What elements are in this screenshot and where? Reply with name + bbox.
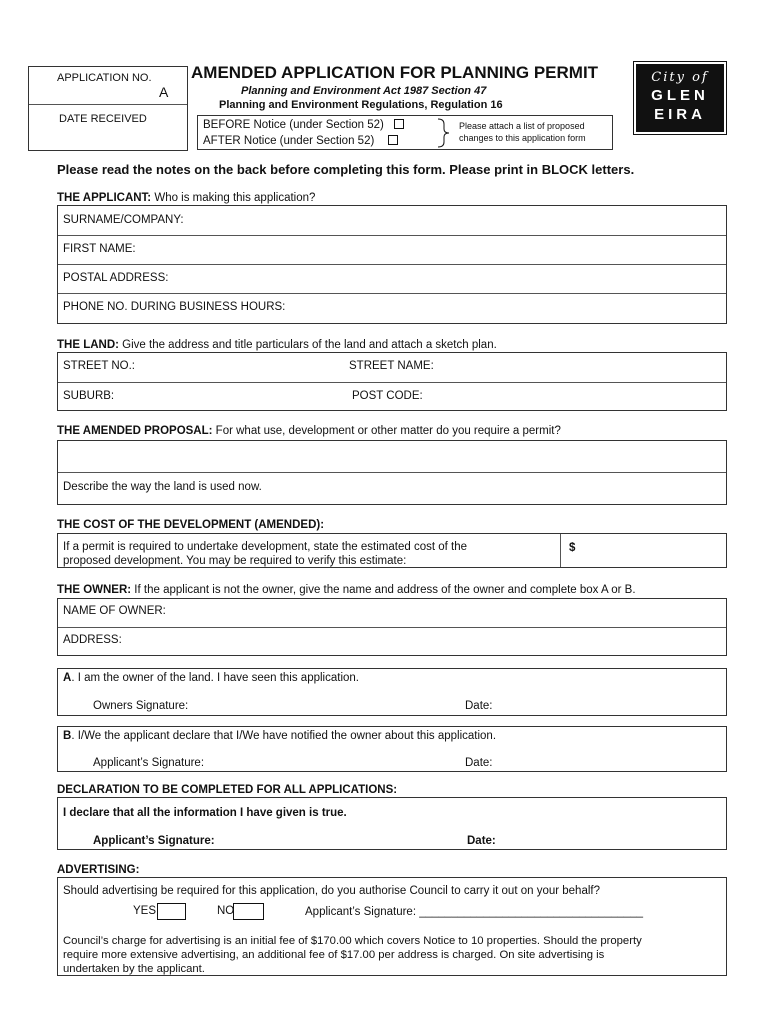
- declaration-date-field[interactable]: Date:: [467, 835, 496, 847]
- land-heading: THE LAND:: [57, 339, 119, 351]
- suburb-field[interactable]: SUBURB:: [63, 390, 115, 402]
- cost-heading: THE COST OF THE DEVELOPMENT (AMENDED):: [57, 519, 325, 531]
- proposal-input[interactable]: [58, 441, 726, 472]
- logo-line-1: City of: [651, 70, 709, 85]
- date-received-label: DATE RECEIVED: [59, 113, 147, 125]
- declaration-statement: I declare that all the information I have given is true.: [63, 807, 347, 819]
- yes-checkbox[interactable]: [157, 903, 186, 920]
- application-no-value[interactable]: A: [159, 84, 169, 100]
- box-b: [57, 726, 727, 772]
- no-label: NO: [217, 905, 235, 917]
- divider: [58, 264, 726, 265]
- box-b-statement: [63, 730, 496, 742]
- logo-line-2: GLEN: [651, 87, 709, 104]
- subtitle-regulation: Planning and Environment Regulations, Regulation 16: [219, 99, 503, 111]
- box-b-text: . I/We the applicant declare that I/We have notified the owner about this application.: [71, 730, 497, 742]
- declaration-signature-field[interactable]: Applicant’s Signature:: [93, 835, 215, 847]
- box-a-text: . I am the owner of the land. I have seen this application.: [71, 672, 359, 684]
- street-name-field[interactable]: STREET NAME:: [349, 360, 434, 372]
- applicant-box: [57, 205, 727, 324]
- yes-label: YES: [133, 905, 157, 917]
- land-box: [57, 352, 727, 411]
- yes-option: [133, 905, 156, 917]
- postal-address-field[interactable]: POSTAL ADDRESS:: [63, 272, 169, 284]
- divider: [58, 235, 726, 236]
- notice-box: [197, 115, 613, 150]
- phone-field[interactable]: PHONE NO. DURING BUSINESS HOURS:: [63, 301, 286, 313]
- owner-address-field[interactable]: ADDRESS:: [63, 634, 122, 646]
- owner-heading: THE OWNER:: [57, 584, 132, 596]
- office-use-box: [28, 66, 188, 151]
- attach-note-2: changes to this application form: [459, 133, 586, 143]
- divider: [58, 293, 726, 294]
- attach-note-1: Please attach a list of proposed: [459, 121, 585, 131]
- after-notice-row: [203, 135, 398, 147]
- box-b-letter: B: [63, 730, 72, 742]
- box-a: [57, 668, 727, 716]
- before-notice-checkbox[interactable]: [394, 119, 404, 129]
- cost-line-2: proposed development. You may be required to verify this estimate:: [63, 555, 407, 567]
- land-question: Give the address and title particulars of the land and attach a sketch plan.: [118, 339, 497, 351]
- box-b-signature-field[interactable]: Applicant’s Signature:: [93, 757, 205, 769]
- divider: [58, 472, 726, 473]
- subtitle-act: Planning and Environment Act 1987 Section 47: [241, 85, 487, 97]
- no-option: [217, 905, 234, 917]
- advertising-question: Should advertising be required for this application, do you authorise Council to carry it out on your behalf?: [63, 885, 600, 897]
- land-use-field[interactable]: Describe the way the land is used now.: [63, 481, 262, 493]
- box-a-letter: A: [63, 672, 72, 684]
- owner-heading-row: [57, 584, 636, 596]
- cost-input[interactable]: $: [569, 542, 576, 554]
- post-code-field[interactable]: POST CODE:: [352, 390, 423, 402]
- proposal-heading: THE AMENDED PROPOSAL:: [57, 425, 213, 437]
- before-notice-label: BEFORE Notice (under Section 52): [203, 119, 384, 131]
- after-notice-checkbox[interactable]: [388, 135, 398, 145]
- land-heading-row: [57, 339, 497, 351]
- declaration-box: [57, 797, 727, 850]
- surname-field[interactable]: SURNAME/COMPANY:: [63, 214, 184, 226]
- advertising-charge-3: undertaken by the applicant.: [63, 963, 205, 975]
- office-divider: [29, 104, 187, 105]
- page-title: AMENDED APPLICATION FOR PLANNING PERMIT: [191, 63, 599, 82]
- declaration-heading: DECLARATION TO BE COMPLETED FOR ALL APPLICATIONS:: [57, 784, 398, 796]
- divider: [58, 382, 726, 383]
- applicant-question: Who is making this application?: [151, 192, 316, 204]
- proposal-question: For what use, development or other matter do you require a permit?: [212, 425, 561, 437]
- brace-icon: [436, 118, 452, 148]
- no-checkbox[interactable]: [233, 903, 264, 920]
- after-notice-label: AFTER Notice (under Section 52): [203, 135, 375, 147]
- owner-box: [57, 598, 727, 656]
- first-name-field[interactable]: FIRST NAME:: [63, 243, 136, 255]
- owners-signature-field[interactable]: Owners Signature:: [93, 700, 189, 712]
- proposal-heading-row: [57, 425, 561, 437]
- application-no-label: APPLICATION NO.: [57, 72, 152, 84]
- cost-divider: [560, 534, 561, 567]
- applicant-heading-row: [57, 192, 315, 204]
- instructions: Please read the notes on the back before completing this form. Please print in BLOCK letters.: [57, 162, 635, 177]
- advertising-charge-1: Council’s charge for advertising is an initial fee of $170.00 which covers Notice to 10 properties. Should the property: [63, 935, 642, 947]
- divider: [58, 627, 726, 628]
- before-notice-row: [203, 119, 404, 131]
- cost-box: [57, 533, 727, 568]
- logo-line-3: EIRA: [654, 106, 706, 123]
- advertising-charge-2: require more extensive advertising, an additional fee of $17.00 per address is charged. On site advertising is: [63, 949, 605, 961]
- advertising-box: [57, 877, 727, 976]
- proposal-box: [57, 440, 727, 505]
- advertising-signature-field[interactable]: Applicant’s Signature: ___________________________________: [305, 906, 644, 918]
- cost-line-1: If a permit is required to undertake development, state the estimated cost of the: [63, 541, 467, 553]
- box-b-date-field[interactable]: Date:: [465, 757, 493, 769]
- street-no-field[interactable]: STREET NO.:: [63, 360, 135, 372]
- owner-question: If the applicant is not the owner, give the name and address of the owner and complete box A or B.: [131, 584, 636, 596]
- box-a-date-field[interactable]: Date:: [465, 700, 493, 712]
- advertising-heading: ADVERTISING:: [57, 864, 140, 876]
- box-a-statement: [63, 672, 359, 684]
- owner-name-field[interactable]: NAME OF OWNER:: [63, 605, 166, 617]
- council-logo: [634, 62, 726, 134]
- applicant-heading: THE APPLICANT:: [57, 192, 152, 204]
